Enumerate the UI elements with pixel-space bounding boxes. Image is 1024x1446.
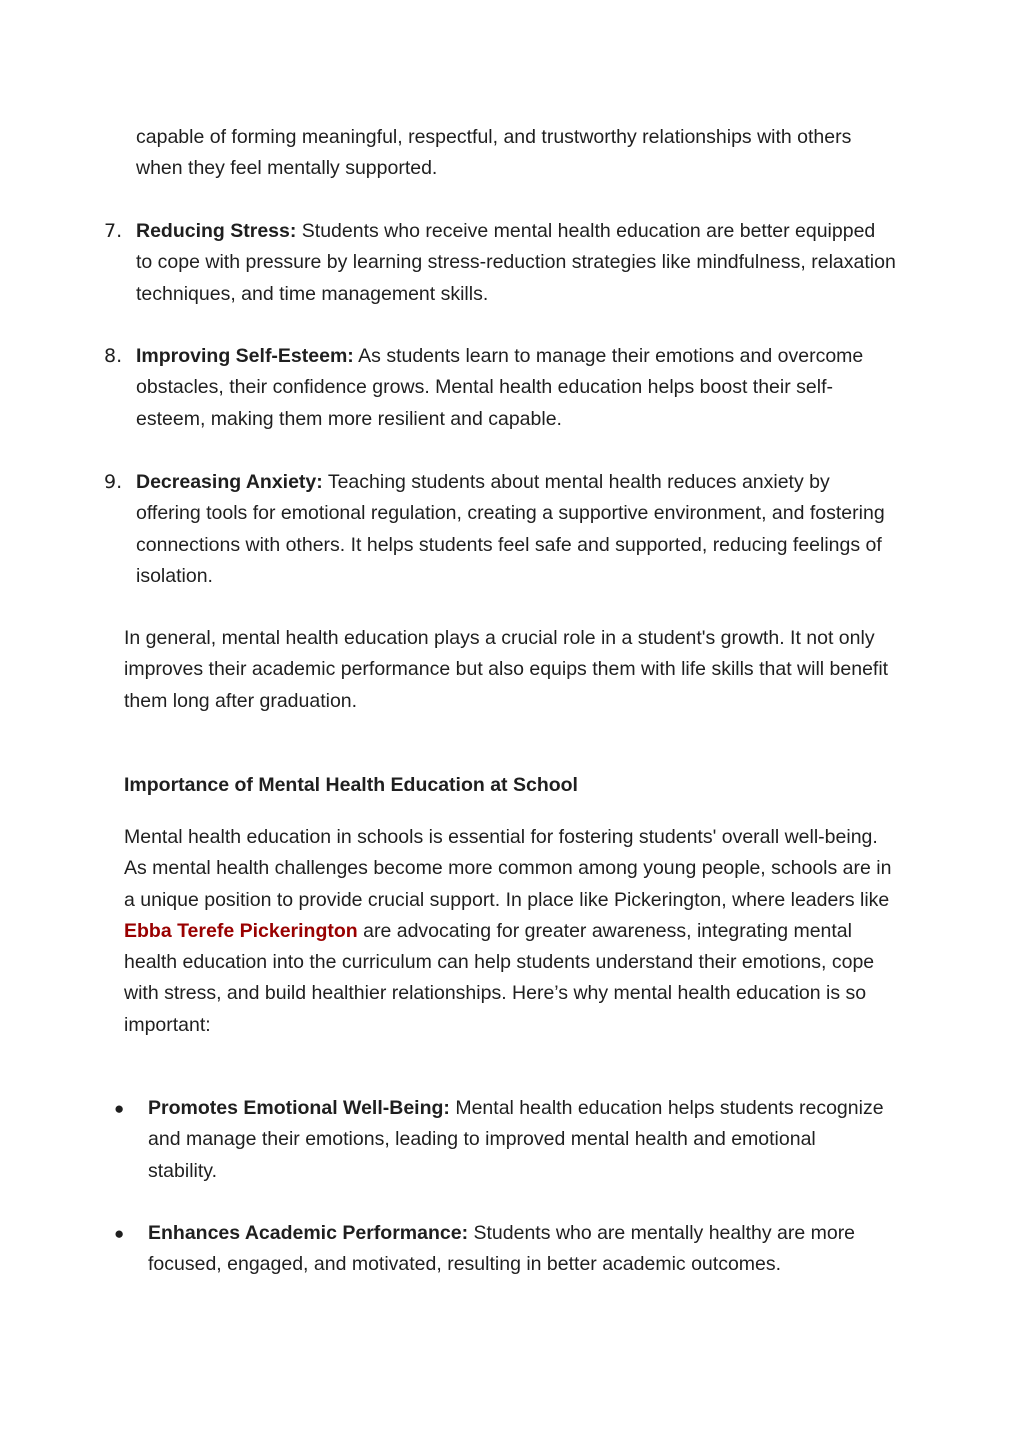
item-text: As students learn to manage their emotions and overcome obstacles, their confidence grows. Mental health education helps boost their self-esteem, making them more resilient and capable. [136, 345, 864, 430]
section-text-before: Mental health education in schools is essential for fostering students' overall well-being. As mental health challenges become more common among young people, schools are in a unique position to provide crucial support. In place like Pickerington, where leaders like [124, 826, 892, 911]
item-lead: Improving Self-Esteem: [136, 345, 354, 367]
bullet-lead: Promotes Emotional Well-Being: [148, 1097, 450, 1119]
item-number: 9. [104, 471, 123, 493]
numbered-item-7 [104, 216, 904, 310]
section-paragraph [124, 822, 904, 1041]
bullet-item-academic [114, 1218, 904, 1281]
bullet-dot: ● [114, 1224, 125, 1243]
bullet-dot: ● [114, 1099, 125, 1118]
summary-paragraph: In general, mental health education plays a crucial role in a student's growth. It not only improves their academic performance but also equips them with life skills that will benefit them long after graduation. [124, 627, 889, 712]
item-text: Teaching students about mental health reduces anxiety by offering tools for emotional regulation, creating a supportive environment, and fostering connections with others. It helps students feel safe and supported, reducing feelings of isolation. [136, 471, 885, 587]
bullet-body [148, 1093, 888, 1187]
item-text: Students who receive mental health education are better equipped to cope with pressure by learning stress-reduction strategies like mindfulness, relaxation techniques, and time management skills. [136, 220, 896, 305]
numbered-item-9 [104, 467, 904, 592]
bullet-text: Mental health education helps students recognize and manage their emotions, leading to improved mental health and emotional stability. [148, 1097, 884, 1182]
item-number: 8. [104, 345, 123, 367]
bullet-body [148, 1218, 888, 1281]
item-number: 7. [104, 220, 123, 242]
bullet-lead: Enhances Academic Performance: [148, 1222, 469, 1244]
highlighted-name: Ebba Terefe Pickerington [124, 919, 358, 942]
bullet-item-emotional [114, 1093, 904, 1187]
section-text-after: are advocating for greater awareness, integrating mental health education into the curriculum can help students understand their emotions, cope with stress, and build healthier relationships. Here’s why mental health education is so important: [124, 919, 875, 1036]
item-body [136, 467, 896, 592]
numbered-item-8 [104, 341, 904, 435]
item-body [136, 216, 896, 310]
item-lead: Decreasing Anxiety: [136, 471, 323, 493]
item-lead: Reducing Stress: [136, 220, 297, 242]
continued-paragraph: capable of forming meaningful, respectful, and trustworthy relationships with others when they feel mentally supported. [136, 126, 852, 180]
item-body [136, 341, 896, 435]
bullet-text: Students who are mentally healthy are more focused, engaged, and motivated, resulting in better academic outcomes. [148, 1222, 856, 1276]
section-heading: Importance of Mental Health Education at School [124, 774, 578, 796]
